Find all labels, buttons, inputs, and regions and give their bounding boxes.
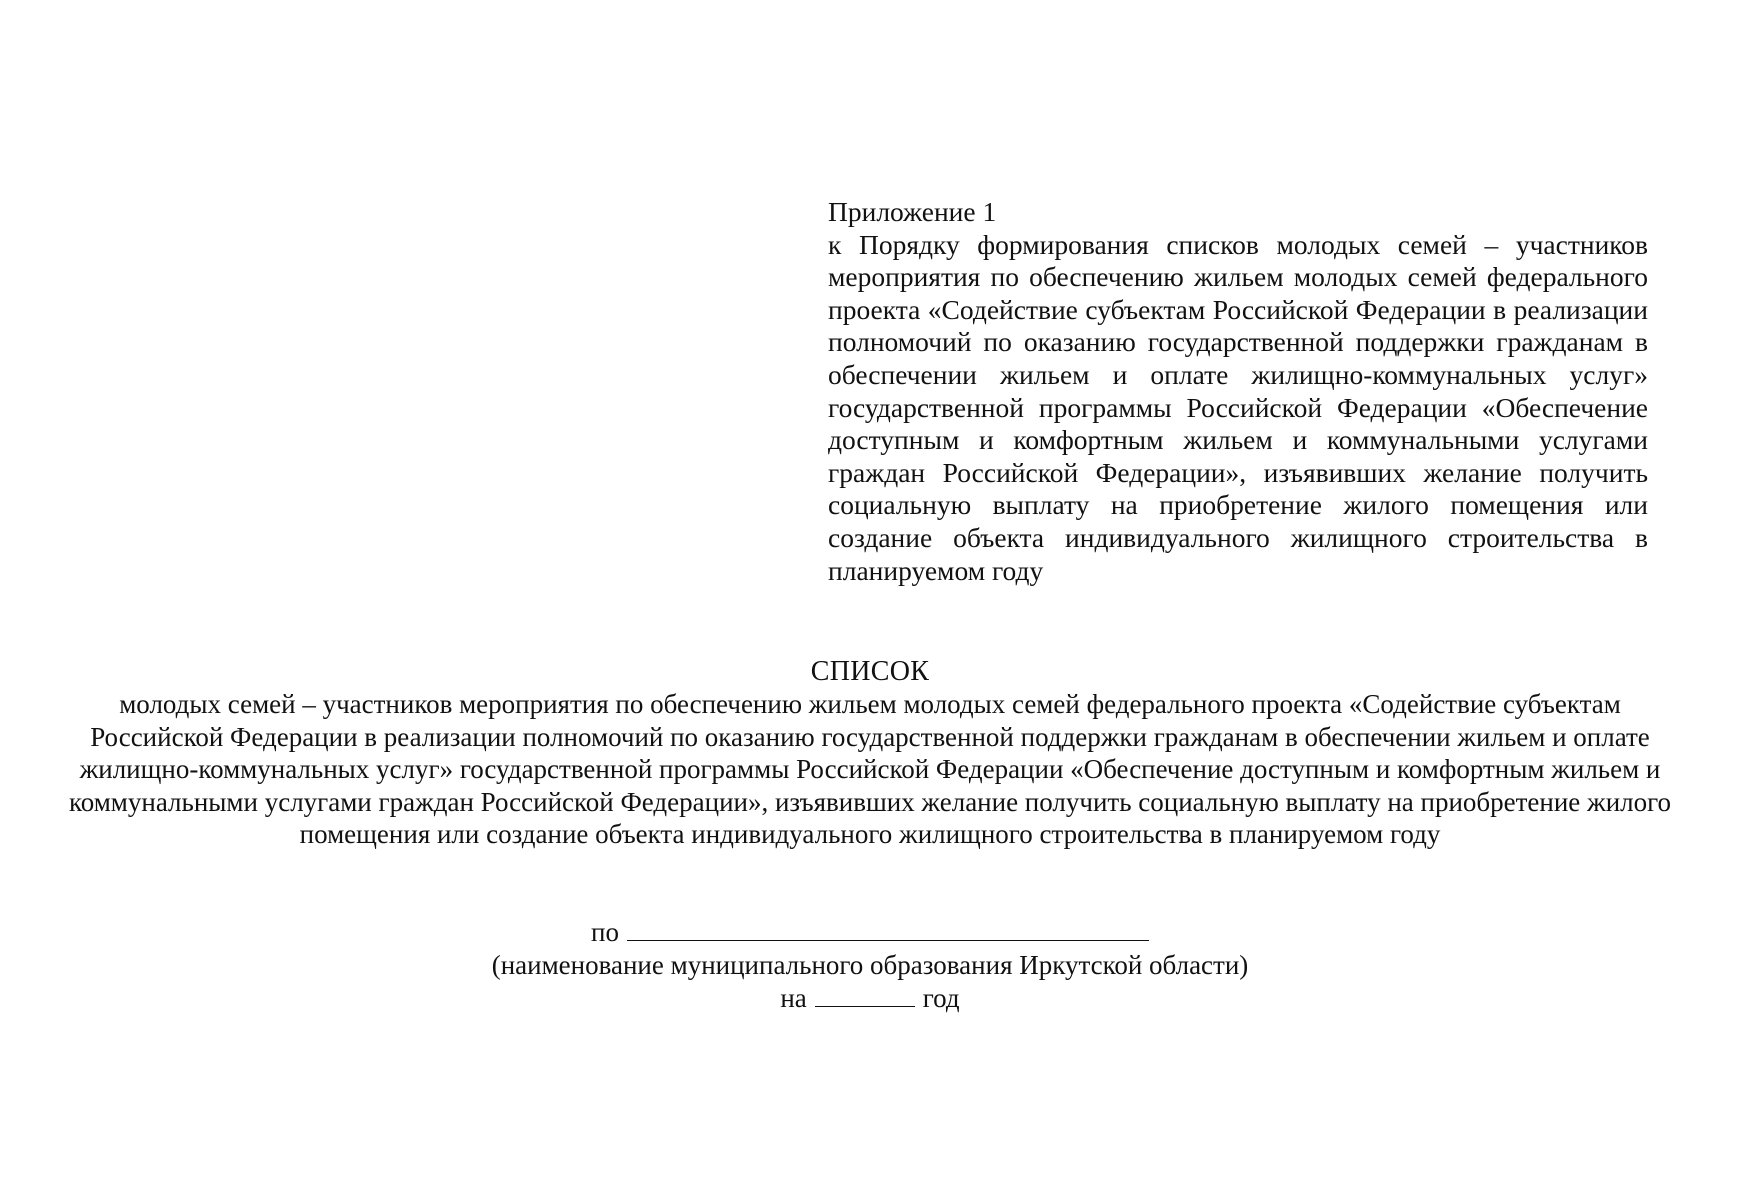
annex-block (828, 196, 1648, 587)
year-blank-field[interactable] (815, 982, 915, 1007)
po-label: по (591, 917, 619, 947)
annex-text: к Порядку формирования списков молодых семей – участников мероприятия по обеспечению жильем молодых семей федерального проекта «Содействие субъектам Российской Федерации в реализации полномочий по оказанию государственной поддержки гражданам в обеспечении жильем и оплате жилищно-коммунальных услуг» государственной программы Российской Федерации «Обеспечение доступным и комфортным жильем и коммунальными услугами граждан Российской Федерации», изъявивших желание получить социальную выплату на приобретение жилого помещения или создание объекта индивидуального жилищного строительства в планируемом году (828, 228, 1648, 586)
municipality-line (0, 916, 1740, 948)
year-line (0, 982, 1740, 1014)
year-label: год (922, 983, 960, 1013)
municipality-blank-field[interactable] (627, 916, 1149, 941)
na-label: на (780, 983, 807, 1013)
document-heading: СПИСОК (810, 656, 930, 687)
annex-title: Приложение 1 (828, 196, 997, 227)
municipality-caption: (наименование муниципального образования Иркутской области) (491, 950, 1249, 980)
document-subtitle: молодых семей – участников мероприятия по обеспечению жильем молодых семей федерального проекта «Содействие субъектам Российской Федерации в реализации полномочий по оказанию государственной поддержки гражданам в обеспечении жильем и оплате жилищно-коммунальных услуг» государственной программы Российской Федерации «Обеспечение доступным и комфортным жильем и коммунальными услугами граждан Российской Федерации», изъявивших желание получить социальную выплату на приобретение жилого помещения или создание объекта индивидуального жилищного строительства в планируемом году (68, 689, 1672, 850)
